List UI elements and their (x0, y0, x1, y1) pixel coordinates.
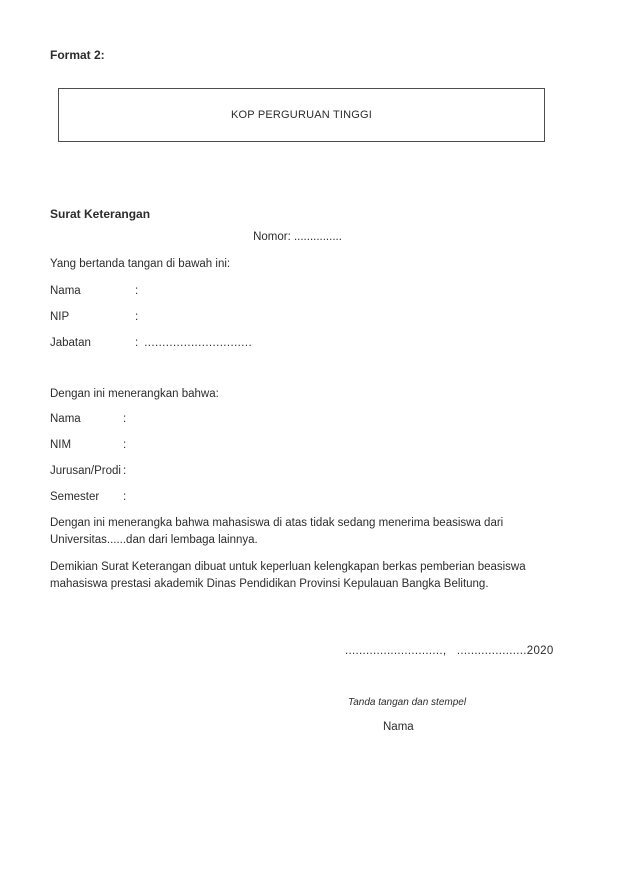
field-separator: : (135, 311, 139, 323)
field-label: Nama (50, 285, 81, 297)
format-label: Format 2: (50, 48, 105, 62)
letterhead-text: KOP PERGURUAN TINGGI (230, 109, 373, 121)
field-separator: : (123, 439, 127, 451)
official-fields (0, 285, 617, 350)
field-label: Semester (50, 491, 100, 503)
field-label: Jabatan (50, 337, 91, 349)
statement-intro: Dengan ini menerangkan bahwa: (50, 388, 219, 400)
field-separator: : (123, 491, 127, 503)
statement-paragraph: Dengan ini menerangka bahwa mahasiswa di atas tidak sedang menerima beasiswa dari Universitas......dan dari lembaga lainnya. (50, 517, 504, 546)
nomor-line: Nomor: ............... (253, 231, 342, 243)
field-row-jabatan (50, 337, 617, 350)
field-label: NIP (50, 311, 70, 323)
field-row-nama (50, 413, 617, 426)
student-fields (0, 413, 617, 504)
field-row-nama (50, 285, 617, 298)
signature-caption: Tanda tangan dan stempel (348, 697, 467, 708)
field-separator: : (135, 337, 139, 349)
date-line: ............................, ....................2020 (345, 645, 554, 657)
field-label: Jurusan/Prodi (50, 465, 121, 477)
field-row-semester (50, 491, 617, 504)
letter-title: Surat Keterangan (50, 207, 151, 221)
field-value: .............................. (144, 337, 253, 349)
field-row-nim (50, 439, 617, 452)
closing-paragraph: Demikian Surat Keterangan dibuat untuk keperluan kelengkapan berkas pemberian beasiswa mahasiswa prestasi akademik Dinas Pendidikan Provinsi Kepulauan Bangka Belitung. (50, 561, 526, 590)
field-label: Nama (50, 413, 81, 425)
field-separator: : (135, 285, 139, 297)
field-separator: : (123, 465, 127, 477)
field-label: NIM (50, 439, 72, 451)
intro-line: Yang bertanda tangan di bawah ini: (50, 258, 231, 270)
letterhead-box (58, 88, 545, 142)
signature-name: Nama (383, 721, 414, 733)
field-row-nip (50, 311, 617, 324)
field-row-jurusan-prodi (50, 465, 617, 478)
field-separator: : (123, 413, 127, 425)
